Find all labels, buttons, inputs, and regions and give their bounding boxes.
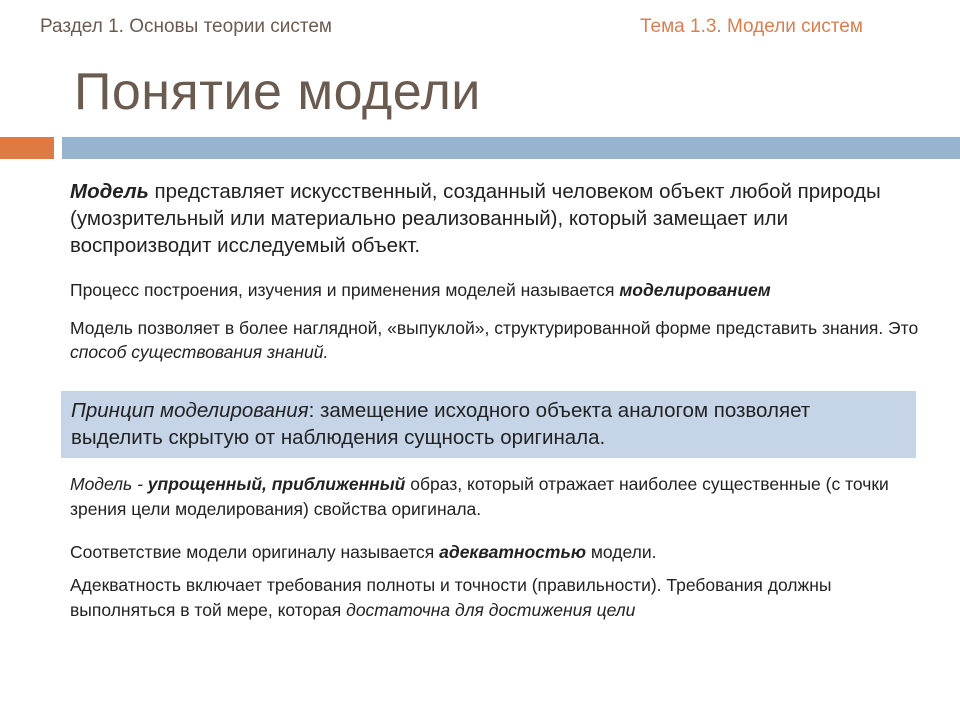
knowledge-emphasis: способ существования знаний. — [70, 342, 329, 362]
accent-bar-blue — [62, 137, 960, 159]
modeling-text: Процесс построения, изучения и применения моделей называется — [70, 280, 620, 300]
knowledge-text: Модель позволяет в более наглядной, «выпуклой», структурированной форме представить знания. Это — [70, 318, 919, 338]
adequacy-tail: модели. — [586, 542, 657, 562]
adequacy-text: Соответствие модели оригиналу называется — [70, 542, 440, 562]
accent-bar-orange — [0, 137, 54, 159]
principle-box — [61, 391, 916, 458]
topic-header: Тема 1.3. Модели систем — [640, 16, 863, 37]
adequacy-term: адекватностью — [439, 542, 587, 562]
knowledge-paragraph — [70, 316, 930, 364]
simplified-text: образ, который отражает наиболее существенные (с точки зрения цели моделирования) свойства оригинала. — [70, 474, 889, 519]
model-definition-text: представляет искусственный, созданный человеком объект любой природы (умозрительный или материально реализованный), который замещает или воспроизводит исследуемый объект. — [70, 180, 881, 257]
principle-term: Принцип моделирования — [71, 399, 309, 422]
slide-title: Понятие модели — [74, 63, 481, 121]
adequacy-paragraph — [70, 540, 930, 564]
requirements-emphasis: достаточна для достижения цели — [346, 600, 636, 620]
modeling-term: моделированием — [619, 280, 771, 300]
model-definition-paragraph — [70, 178, 930, 259]
model-term: Модель — [70, 180, 149, 203]
principle-text: : замещение исходного объекта аналогом позволяет выделить скрытую от наблюдения сущность оригинала. — [71, 399, 811, 449]
simplified-term: упрощенный, приближенный — [147, 474, 406, 494]
requirements-text: Адекватность включает требования полноты и точности (правильности). Требования должны выполняться в той мере, которая — [70, 575, 832, 620]
modeling-paragraph — [70, 278, 940, 302]
section-header: Раздел 1. Основы теории систем — [40, 16, 332, 37]
requirements-paragraph — [70, 573, 930, 623]
simplified-image-paragraph — [70, 472, 930, 522]
simplified-lead: Модель - — [70, 474, 148, 494]
